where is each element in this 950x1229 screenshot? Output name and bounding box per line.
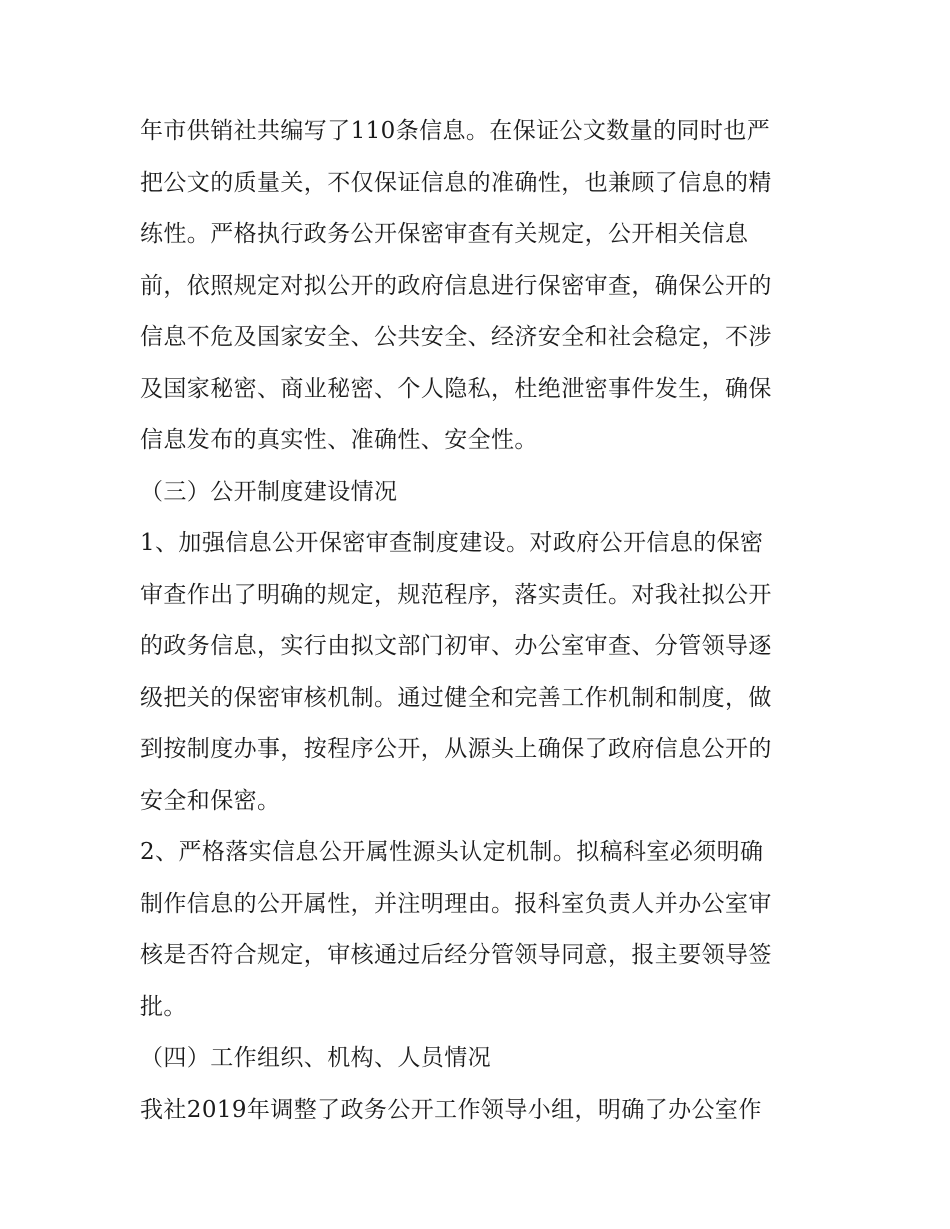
text-line: 1、加强信息公开保密审查制度建设。对政府公开信息的保密 — [140, 530, 764, 556]
document-body — [140, 106, 820, 1136]
text-line: 及国家秘密、商业秘密、个人隐私，杜绝泄密事件发生，确保 — [140, 375, 772, 402]
section-heading: （三）公开制度建设情况 — [140, 478, 398, 505]
text-line: 年市供销社共编写了110条信息。在保证公文数量的同时也严 — [140, 118, 771, 144]
text-line: 练性。严格执行政务公开保密审查有关规定，公开相关信息 — [140, 221, 749, 247]
text-line: 级把关的保密审核机制。通过健全和完善工作机制和制度，做 — [140, 684, 772, 711]
text-line: 前，依照规定对拟公开的政府信息进行保密审查，确保公开的 — [140, 272, 772, 299]
text-line: 审查作出了明确的规定，规范程序，落实责任。对我社拟公开 — [140, 581, 772, 608]
text-line: 信息不危及国家安全、公共安全、经济安全和社会稳定，不涉 — [140, 324, 772, 350]
text-line: 安全和保密。 — [140, 787, 281, 814]
text-line: 我社2019年调整了政务公开工作领导小组，明确了办公室作 — [140, 1096, 762, 1123]
text-line: 2、严格落实信息公开属性源头认定机制。拟稿科室必须明确 — [140, 839, 764, 865]
text-line: 的政务信息，实行由拟文部门初审、办公室审查、分管领导逐 — [140, 633, 772, 659]
text-line: 制作信息的公开属性，并注明理由。报科室负责人并办公室审 — [140, 890, 772, 917]
text-line: 核是否符合规定，审核通过后经分管领导同意，报主要领导签 — [140, 942, 772, 968]
text-line: 到按制度办事，按程序公开，从源头上确保了政府信息公开的 — [140, 736, 772, 762]
text-line: 批。 — [140, 993, 187, 1020]
section-heading: （四）工作组织、机构、人员情况 — [140, 1045, 491, 1071]
text-line: 把公文的质量关，不仅保证信息的准确性，也兼顾了信息的精 — [140, 169, 772, 196]
text-line: 信息发布的真实性、准确性、安全性。 — [140, 427, 538, 453]
